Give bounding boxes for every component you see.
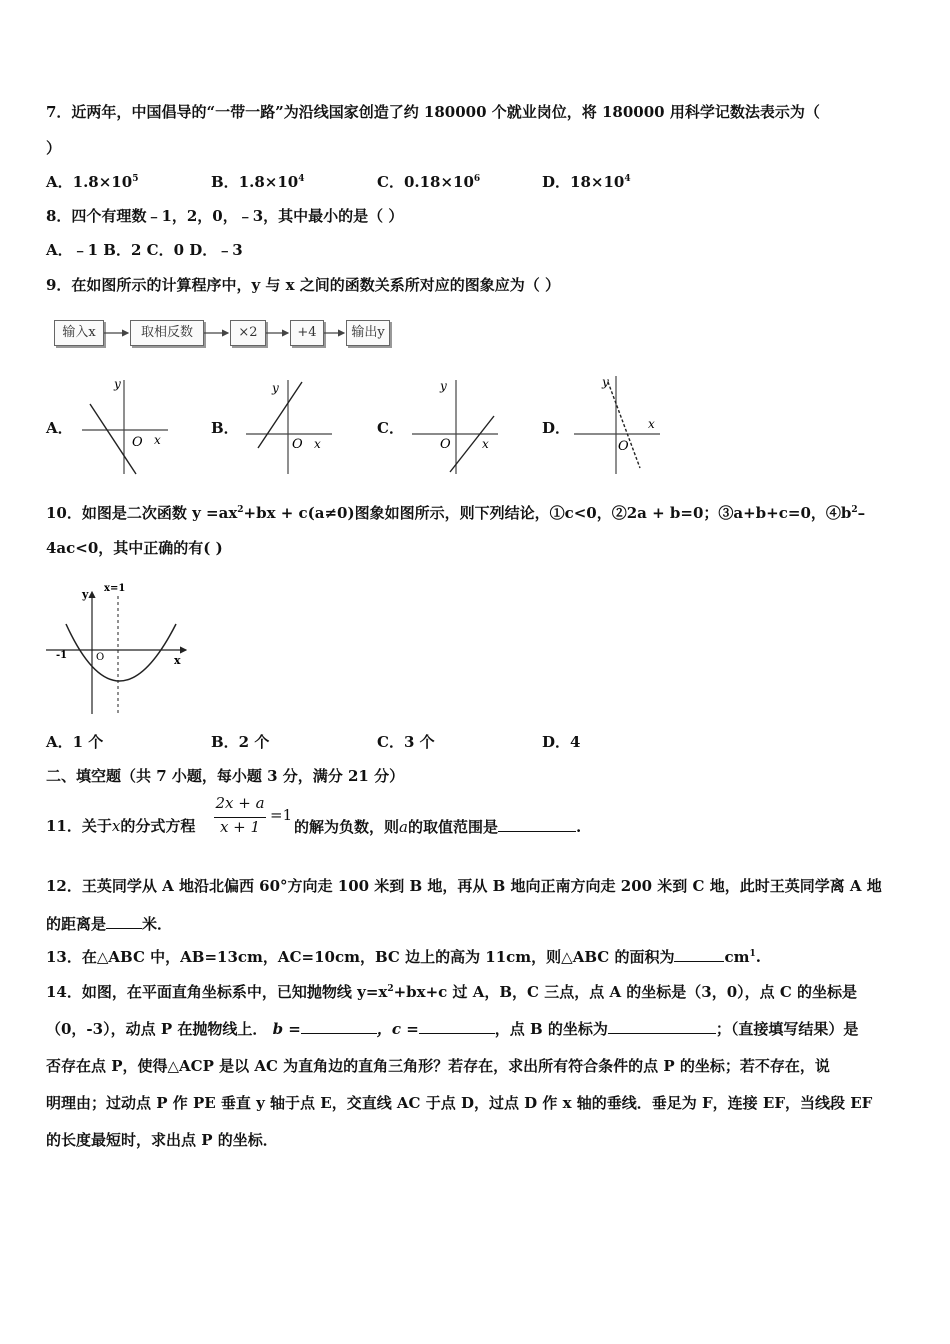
q7-option-d: D．$18\times 10^4$: [542, 173, 631, 191]
q7-option-a: A．$1.8\times 10^5$: [46, 173, 139, 191]
graph-a-x-label: x: [154, 433, 161, 447]
q11-fraction-denominator: x + 1: [219, 818, 261, 836]
q10-stem-line1: 10．如图是二次函数 $y =ax^2+bx + c(a\ne 0)$图象如图所示，则下列结论，①c<0，②2a + b=0；③a+b+c=0，$④b^2-$: [46, 504, 866, 522]
flow-arrows: [0, 318, 420, 348]
graph-a-origin: O: [132, 435, 143, 450]
flow-box-output: 输出y: [346, 320, 390, 346]
graph-y-label: y: [82, 588, 89, 601]
q10-parabola-graph: [42, 578, 192, 718]
graph-a-y-label: y: [114, 377, 121, 391]
graph-axis-of-symmetry-label: x=1: [104, 583, 126, 594]
q11-stem-suffix: 的解为负数，则a的取值范围是 .: [294, 818, 582, 836]
q11-equals-one: =1: [270, 806, 293, 824]
graph-x-label: x: [174, 654, 181, 667]
q9-option-b-label: B．: [211, 419, 239, 437]
q9-graph-d: [572, 372, 662, 476]
q12-answer-blank[interactable]: [106, 913, 142, 929]
section-2-heading: 二、填空题（共 7 小题，每小题 3 分，满分 21 分）: [46, 767, 405, 785]
q7-stem-line2: ）: [46, 139, 62, 157]
graph-d-x-label: x: [648, 417, 655, 431]
q9-option-a-label: A．: [46, 419, 73, 437]
flow-box-times2: ×2: [230, 320, 266, 346]
graph-c-y-label: y: [440, 379, 447, 393]
flow-box-input: 输入x: [54, 320, 104, 346]
q7-option-b: B．$1.8\times 10^4$: [211, 173, 305, 191]
flow-box-negate: 取相反数: [130, 320, 204, 346]
q8-options: A．﹣1 B．2 C．0 D．﹣3: [46, 241, 243, 259]
q11-stem-prefix: 11．关于x的分式方程: [46, 817, 196, 835]
graph-d-y-label: y: [602, 375, 609, 389]
q12-stem-line1: 12．王英同学从 A 地沿北偏西 60°方向走 100 米到 B 地，再从 B 地向正南方向走 200 米到 C 地，此时王英同学离 A 地: [46, 877, 882, 895]
graph-b-x-label: x: [314, 437, 321, 451]
q14-c-blank[interactable]: [419, 1018, 495, 1034]
q10-stem-line2: 4ac<0，其中正确的有( ): [46, 539, 223, 557]
q10-option-d: D．4: [542, 733, 581, 751]
q14-stem-line4: 明理由；过动点 P 作 PE 垂直 y 轴于点 E，交直线 AC 于点 D，过点 D 作 x 轴的垂线．垂足为 F，连接 EF，当线段 EF: [46, 1094, 873, 1112]
q9-stem: 9．在如图所示的计算程序中，y 与 x 之间的函数关系所对应的图象应为（ ）: [46, 276, 560, 294]
graph-c-origin: O: [440, 437, 451, 452]
q9-graph-b: [244, 376, 334, 476]
graph-b-origin: O: [292, 437, 303, 452]
q7-option-c: C．$0.18\times 10^6$: [377, 173, 481, 191]
q10-option-b: B．2 个: [211, 733, 270, 751]
graph-neg1-label: -1: [56, 650, 68, 661]
q13-stem: 13．在△ABC 中，AB=13cm，AC=10cm，BC 边上的高为 11cm，则△ABC 的面积为 $cm^1$.: [46, 948, 761, 966]
q11-fraction-numerator: 2x + a: [215, 794, 265, 812]
q14-stem-line2: （0，-3），动点 P 在抛物线上． b = ，c = ，点 B 的坐标为 ；（直接填写结果）是: [46, 1020, 859, 1038]
q14-stem-line3: 否存在点 P，使得△ACP 是以 AC 为直角边的直角三角形？若存在，求出所有符合条件的点 P 的坐标；若不存在，说: [46, 1057, 830, 1075]
graph-b-y-label: y: [272, 381, 279, 395]
q11-answer-blank[interactable]: [498, 816, 576, 832]
q9-option-c-label: C．: [377, 419, 404, 437]
flow-box-plus4: +4: [290, 320, 324, 346]
q9-graph-c: [410, 376, 500, 476]
q14-point-b-blank[interactable]: [608, 1018, 716, 1034]
graph-origin-label: O: [96, 652, 105, 663]
q10-option-a: A．1 个: [46, 733, 104, 751]
graph-d-origin: O: [618, 439, 629, 454]
q8-stem: 8．四个有理数﹣1，2，0，﹣3，其中最小的是（ ）: [46, 207, 404, 225]
q9-graph-a: [80, 376, 170, 476]
q12-stem-line2: 的距离是 米．: [46, 915, 173, 933]
q14-stem-line1: 14．如图，在平面直角坐标系中，已知抛物线 $y=x^2+bx+c$ 过 A，B，C 三点，点 A 的坐标是（3，0），点 C 的坐标是: [46, 983, 858, 1001]
q13-answer-blank[interactable]: [674, 946, 724, 962]
q7-stem-line1: 7．近两年，中国倡导的“一带一路”为沿线国家创造了约 180000 个就业岗位，将 180000 用科学记数法表示为（: [46, 103, 820, 121]
graph-c-x-label: x: [482, 437, 489, 451]
q10-option-c: C．3 个: [377, 733, 435, 751]
q9-option-d-label: D．: [542, 419, 571, 437]
q14-stem-line5: 的长度最短时，求出点 P 的坐标．: [46, 1131, 278, 1149]
q14-b-blank[interactable]: [301, 1018, 377, 1034]
